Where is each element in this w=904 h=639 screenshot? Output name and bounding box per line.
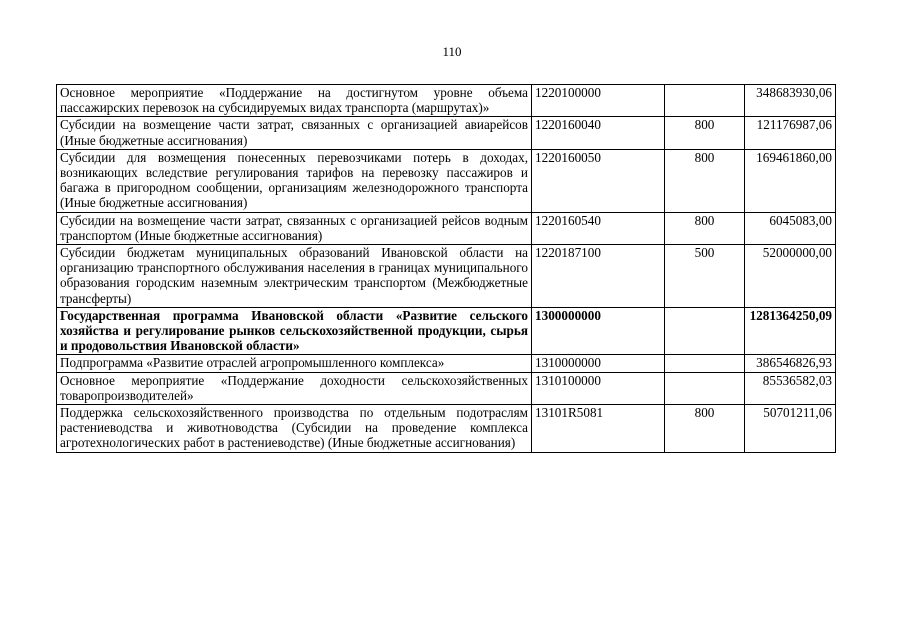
row-sum: 85536582,03	[745, 372, 836, 404]
row-sum: 386546826,93	[745, 355, 836, 372]
table-row	[57, 85, 836, 117]
row-code: 1220160540	[532, 212, 665, 244]
row-code: 1220160050	[532, 149, 665, 212]
row-sum: 121176987,06	[745, 117, 836, 149]
table-row	[57, 355, 836, 372]
row-sum: 6045083,00	[745, 212, 836, 244]
table-row	[57, 372, 836, 404]
row-type: 800	[665, 149, 745, 212]
row-sum: 348683930,06	[745, 85, 836, 117]
row-code: 1300000000	[532, 307, 665, 355]
row-sum: 169461860,00	[745, 149, 836, 212]
table-row	[57, 245, 836, 308]
row-code: 1220100000	[532, 85, 665, 117]
row-name: Основное мероприятие «Поддержание доходности сельскохозяйственных товаропроизводителей»	[57, 372, 532, 404]
row-name: Субсидии на возмещение части затрат, связанных с организацией рейсов водным транспортом (Иные бюджетные ассигнования)	[57, 212, 532, 244]
row-type: 800	[665, 212, 745, 244]
row-type	[665, 307, 745, 355]
table-row	[57, 149, 836, 212]
table-row	[57, 405, 836, 453]
row-sum: 52000000,00	[745, 245, 836, 308]
row-name: Субсидии бюджетам муниципальных образований Ивановской области на организацию транспортного обслуживания населения в границах муниципального образования городским наземным электрическим транспортом (Межбюджетные трансферты)	[57, 245, 532, 308]
row-name: Субсидии на возмещение части затрат, связанных с организацией авиарейсов (Иные бюджетные ассигнования)	[57, 117, 532, 149]
row-name: Основное мероприятие «Поддержание на достигнутом уровне объема пассажирских перевозок на субсидируемых видах транспорта (маршрутах)»	[57, 85, 532, 117]
table-row	[57, 117, 836, 149]
row-type	[665, 85, 745, 117]
row-type: 500	[665, 245, 745, 308]
budget-table	[56, 84, 836, 453]
budget-table-body	[57, 85, 836, 453]
table-row-program	[57, 307, 836, 355]
page-number: 110	[442, 44, 462, 59]
row-sum: 1281364250,09	[745, 307, 836, 355]
table-row	[57, 212, 836, 244]
row-type: 800	[665, 405, 745, 453]
row-name: Подпрограмма «Развитие отраслей агропромышленного комплекса»	[57, 355, 532, 372]
row-sum: 50701211,06	[745, 405, 836, 453]
row-code: 1310000000	[532, 355, 665, 372]
row-code: 13101R5081	[532, 405, 665, 453]
row-name: Государственная программа Ивановской области «Развитие сельского хозяйства и регулирование рынков сельскохозяйственной продукции, сырья и продовольствия Ивановской области»	[57, 307, 532, 355]
row-type: 800	[665, 117, 745, 149]
row-name: Субсидии для возмещения понесенных перевозчиками потерь в доходах, возникающих вследствие регулирования тарифов на перевозку пассажиров и багажа в пригородном сообщении, организациям железнодорожного транспорта (Иные бюджетные ассигнования)	[57, 149, 532, 212]
row-code: 1220160040	[532, 117, 665, 149]
row-type	[665, 372, 745, 404]
row-code: 1310100000	[532, 372, 665, 404]
row-name: Поддержка сельскохозяйственного производства по отдельным подотраслям растениеводства и животноводства (Субсидии на проведение комплекса агротехнологических работ в растениеводстве) (Иные бюджетные ассигнования)	[57, 405, 532, 453]
row-code: 1220187100	[532, 245, 665, 308]
row-type	[665, 355, 745, 372]
